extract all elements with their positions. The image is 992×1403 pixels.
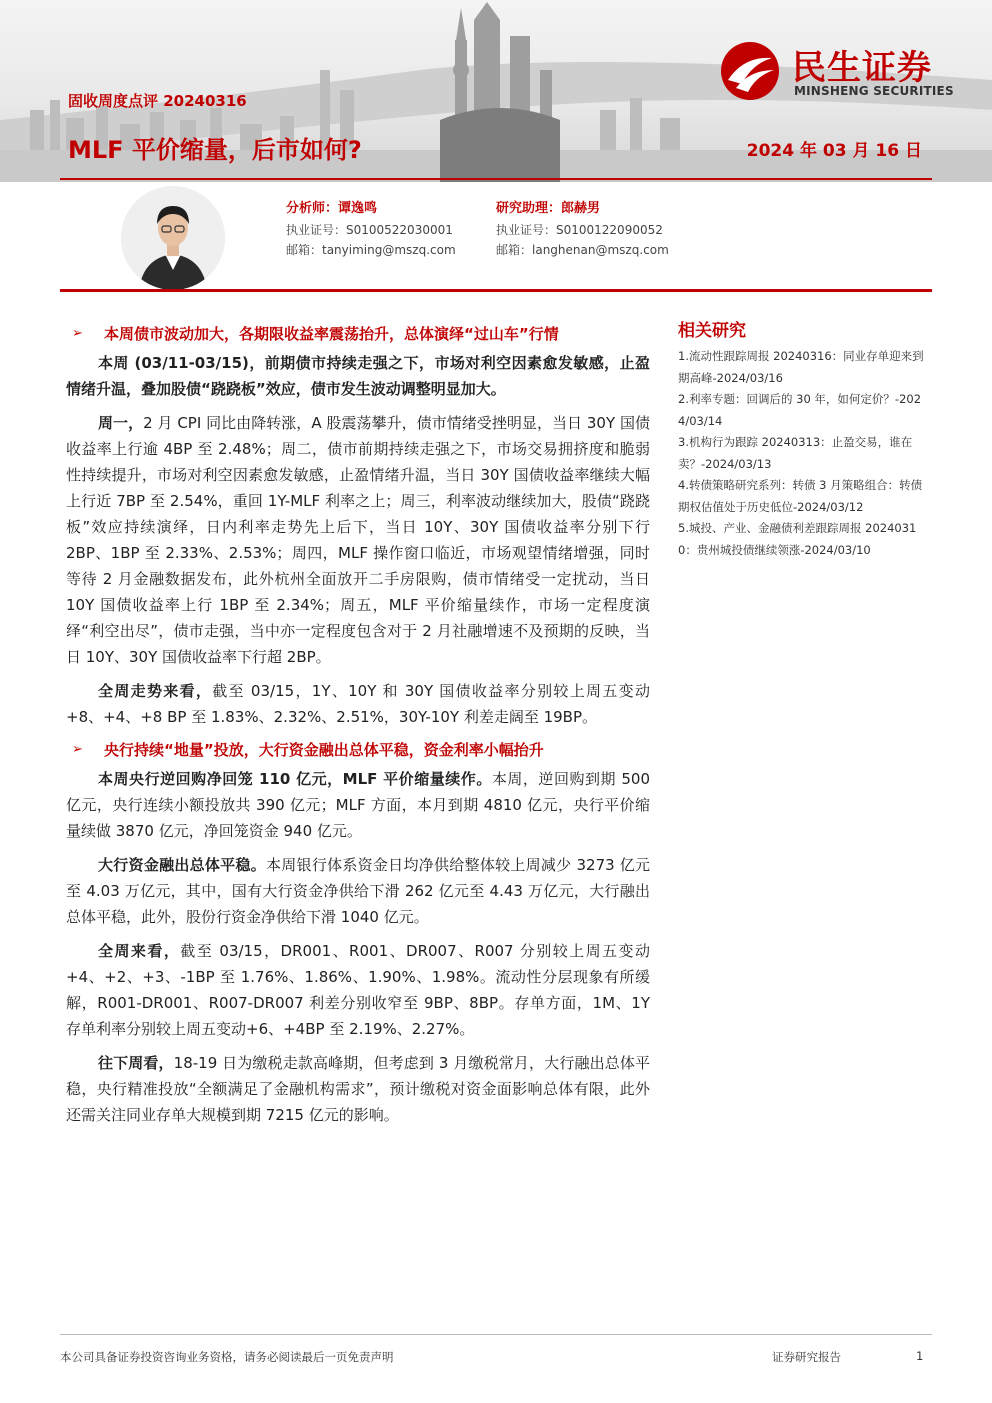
paragraph: [66, 410, 650, 670]
paragraph: [66, 852, 650, 930]
para-lead: 全周来看，: [98, 942, 181, 960]
para-body: 18-19 日为缴税走款高峰期，但考虑到 3 月缴税常月，大行融出总体平稳，央行精准投放“全额满足了金融机构需求”，预计缴税对资金面影响总体有限，此外还需关注同业存单大规模到期 7215 亿元的影响。: [66, 1054, 650, 1124]
report-date: 2024 年 03 月 16 日: [746, 141, 922, 161]
para-body: 2 月 CPI 同比由降转涨，A 股震荡攀升，债市情绪受挫明显，当日 30Y 国债收益率上行逾 4BP 至 2.48%；周二，债市前期持续走强之下，市场交易拥挤度和脆弱性持续提升，市场对利空因素愈发敏感，止盈情绪升温，当日 30Y 国债收益率继续大幅上行近 7BP 至 2.54%，重回 1Y-MLF 利率之上；周三，利率波动继续加大，股债“跷跷板”效应持续演绎，日内利率走势先上后下，当日 10Y、30Y 国债收益率分别下行 2BP、1BP 至 2.33%、2.53%；周四，MLF 操作窗口临近，市场观望情绪增强，同时等待 2 月金融数据发布，此外杭州全面放开二手房限购，债市情绪受一定扰动，当日 10Y 国债收益率上行 1BP 至 2.34%；周五，MLF 平价缩量续作，市场一定程度演绎“利空出尽”，债市走强，当中亦一定程度包含对于 2 月社融增速不及预期的反映，当日 10Y、30Y 国债收益率下行超 2BP。: [66, 414, 650, 666]
paragraph: [66, 1050, 650, 1128]
analyst-1-license: 执业证号：S0100522030001: [286, 223, 453, 237]
paragraph: [66, 350, 650, 402]
related-research-sidebar: [678, 318, 930, 561]
para-lead: 全周走势来看，: [98, 682, 213, 700]
para-lead: 往下周看，: [98, 1054, 174, 1072]
para-lead: 本周央行逆回购净回笼 110 亿元，MLF 平价缩量续作。: [98, 770, 492, 788]
analyst-1-email[interactable]: 邮箱：tanyiming@mszq.com: [286, 243, 456, 257]
footer-disclaimer: 本公司具备证券投资咨询业务资格，请务必阅读最后一页免责声明: [60, 1350, 394, 1364]
para-body: 本周银行体系资金日均净供给整体较上周减少 3273 亿元至 4.03 万亿元，其中，国有大行资金净供给下滑 262 亿元至 4.43 万亿元，大行融出总体平稳，此外，股份行资金净供给下滑 1040 亿元。: [66, 856, 650, 926]
related-research-item[interactable]: 4.转债策略研究系列：转债 3 月策略组合：转债期权估值处于历史低位-2024/03/12: [678, 478, 923, 514]
analyst-1-name: 分析师：谭逸鸣: [286, 201, 378, 216]
related-research-item[interactable]: 2.利率专题：回调后的 30 年，如何定价？-2024/03/14: [678, 392, 922, 428]
header-banner: [0, 0, 992, 182]
para-lead: 周一，: [98, 414, 144, 432]
page-number: 1: [916, 1349, 924, 1363]
logo-text-cn: 民生证券: [792, 48, 932, 88]
section-heading-2: [66, 738, 650, 762]
analyst-1: [286, 198, 456, 260]
related-research-title: 相关研究: [678, 321, 746, 341]
analyst-avatar: [121, 186, 225, 290]
paragraph: [66, 766, 650, 844]
related-research-item[interactable]: 5.城投、产业、金融债利差跟踪周报 20240310：贵州城投债继续领涨-2024/03/10: [678, 521, 917, 557]
logo-text-en: MINSHENG SECURITIES: [794, 84, 954, 98]
section-heading-1-text: 本周债市波动加大，各期限收益率震荡抬升，总体演绎“过山车”行情: [104, 325, 559, 343]
para-lead: 大行资金融出总体平稳。: [98, 856, 266, 874]
analyst-2-license: 执业证号：S0100122090052: [496, 223, 663, 237]
related-research-item[interactable]: 3.机构行为跟踪 20240313：止盈交易，谁在卖？-2024/03/13: [678, 435, 913, 471]
para-body: 截至 03/15，DR001、R001、DR007、R007 分别较上周五变动+4、+2、+3、-1BP 至 1.76%、1.86%、1.90%、1.98%。流动性分层现象有所缓解，R001-DR001、R007-DR007 利差分别收窄至 9BP、8BP。存单方面，1M、1Y 存单利率分别较上周五变动+6、+4BP 至 2.19%、2.27%。: [66, 942, 650, 1038]
analyst-2-name: 研究助理：郎赫男: [496, 201, 601, 216]
para-body: 截至 03/15，1Y、10Y 和 30Y 国债收益率分别较上周五变动+8、+4、+8 BP 至 1.83%、2.32%、2.51%，30Y-10Y 利差走阔至 19BP。: [66, 682, 650, 726]
arrow-bullet-icon: ➢: [72, 742, 83, 757]
footer-label: 证券研究报告: [772, 1350, 841, 1364]
analyst-2-email[interactable]: 邮箱：langhenan@mszq.com: [496, 243, 669, 257]
arrow-bullet-icon: ➢: [72, 326, 83, 341]
para-lead: 本周 (03/11-03/15)，前期债市持续走强之下，市场对利空因素愈发敏感，止盈情绪升温，叠加股债“跷跷板”效应，债市发生波动调整明显加大。: [66, 354, 650, 398]
analyst-2: [496, 198, 669, 260]
minsheng-logo-mark: [718, 40, 782, 102]
para-body: 本周，逆回购到期 500 亿元，央行连续小额投放共 390 亿元；MLF 方面，本月到期 4810 亿元，央行平价缩量续做 3870 亿元，净回笼资金 940 亿元。: [66, 770, 650, 840]
analyst-rule: [60, 289, 932, 292]
section-heading-1: [66, 322, 650, 346]
minsheng-logo: [718, 40, 968, 102]
related-research-item[interactable]: 1.流动性跟踪周报 20240316：同业存单迎来到期高峰-2024/03/16: [678, 349, 924, 385]
paragraph: [66, 678, 650, 730]
section-heading-2-text: 央行持续“地量”投放，大行资金融出总体平稳，资金利率小幅抬升: [104, 741, 544, 759]
paragraph: [66, 938, 650, 1042]
report-title: MLF 平价缩量，后市如何?: [68, 136, 362, 164]
header-rule: [60, 178, 932, 180]
main-content: [66, 322, 650, 1136]
footer-rule: [60, 1334, 932, 1335]
report-type: 固收周度点评 20240316: [68, 92, 247, 110]
analyst-photo: [121, 186, 225, 290]
